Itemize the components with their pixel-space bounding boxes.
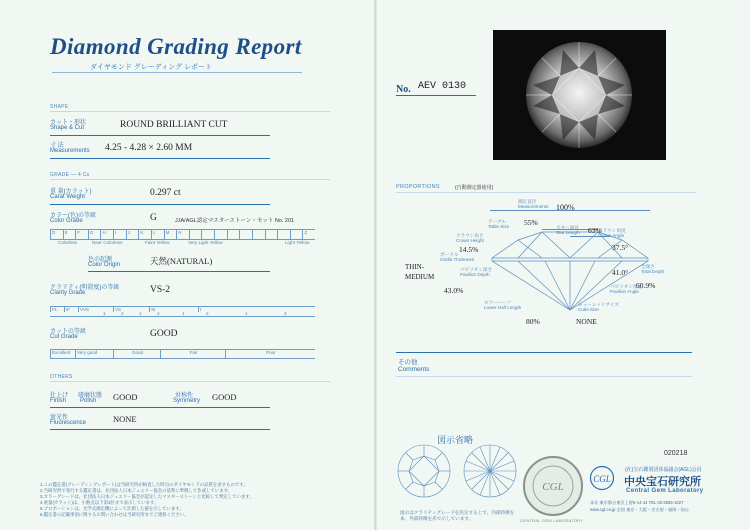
color-scale-letter [189,230,202,239]
total-depth-label: 全深さ Total Depth [641,264,665,274]
footnote: 5.プロポーションは、光学式測定機によって計測した値を示しています。 [40,506,184,511]
crown-angle-value: 37.5° [612,243,629,252]
footnote: 2.当研究所で発行する鑑定書は、社団法人日本ジュエリー協会の基準に準拠して作成しています。 [40,488,233,493]
color-label-jp: カラー(色)の等級 [50,213,96,219]
svg-text:CGL: CGL [593,474,611,484]
footnote: 6.鑑定書の記載事項に関するお問い合わせは当研究所までご連絡ください。 [40,512,189,517]
shape-cut-label-jp: カット・形状 [50,120,86,126]
color-scale-letter: F [75,230,88,239]
color-scale-letter: G [88,230,101,239]
symmetry-label-en: Symmetry [173,398,200,404]
serial-number: 020218 [664,450,688,457]
color-group-faint-yellow: Faint Yellow [145,240,170,245]
color-value: G [150,213,157,223]
carat-value: 0.297 ct [150,188,181,198]
cut-label-en: Cut Grade [50,334,78,340]
girdle-value: THIN-MEDIUM [405,263,435,281]
origin-value: 天然(NATURAL) [150,256,213,266]
diagram-title: 図示省略 [437,435,474,445]
color-scale-letter: H [100,230,113,239]
clarity-scale-sub: 1 [139,311,142,316]
girdle-label: ガードル Girdle Thickness [440,252,475,262]
color-scale-letter [265,230,278,239]
color-scale-letter: E [63,230,76,239]
color-scale-letter: Z [302,230,315,239]
color-scale-letter: L [151,230,164,239]
culet-value: NONE [576,317,597,326]
report-title: Diamond Grading Report [50,34,302,59]
lab-address: 本社 東京都台東区上野5-14-14 TEL 03-3836-1627 [590,500,684,505]
cgl-logo-icon [589,465,615,491]
stone-photo [493,30,666,160]
table-value: 55% [524,218,538,227]
footnote: 4.重量(カラット)は、小数点以下第3位まで表示しています。 [40,500,159,505]
fluorescence-label-en: Fluorescence [50,420,87,426]
lower-half-label: ロワーハーフ Lower Half Length [484,300,522,310]
cut-scale-item: Excellent [50,350,75,359]
polish-label-jp: 研磨状態 [78,393,103,399]
footnote: 3.カラーグレードは、社団法人日本ジュエリー協会が認定したマスターストーンと比較して判定しています。 [40,494,254,499]
measurements-value: 4.25 - 4.28 × 2.60 MM [105,143,193,153]
color-scale-letter: M [164,230,177,239]
pavilion-depth-value: 43.0% [444,286,464,295]
section-shape: SHAPE [50,104,69,110]
report-no-value: AEV 0130 [418,81,467,92]
pavilion-angle-value: 41.0° [612,268,629,277]
diamond-photo-icon [493,30,666,160]
color-group-colorless: Colorless [58,240,78,245]
lab-seal-icon [522,455,584,517]
symmetry-value: GOOD [212,392,237,402]
color-scale-letter [239,230,252,239]
measurements-label-en: Measurements [50,148,90,154]
lab-name-en: Central Gem Laboratory [626,488,704,494]
title-underline [52,72,302,73]
color-scale-letter [227,230,240,239]
clarity-scale-group: I [198,307,315,312]
cut-scale-item: Fair [160,350,225,359]
section-others: OTHERS [50,374,73,380]
clarity-scale-group: VS [113,307,149,312]
color-group-very-light-yellow: Very Light Yellow [188,240,223,245]
clarity-scale-sub: 2 [157,311,160,316]
table-size-label: テーブル Table Size [488,219,510,229]
color-scale-letter [252,230,265,239]
crown-height-label: クラウン高さ Crown Height [456,233,484,243]
color-scale-letter [201,230,214,239]
lab-seal-text: CENTRAL GEM LABORATORY [520,518,584,523]
pavilion-plot-icon [462,443,518,499]
clarity-label-jp: クラリティ(明澄度)の等級 [50,285,120,291]
origin-label-jp: 色の起源 [88,257,113,263]
symmetry-label-jp: 対称性 [175,393,194,399]
culet-label: キューレットサイズ Culet Size [578,302,619,312]
cut-scale-item: Good [113,350,160,359]
carat-label-jp: 重 量(カラット) [50,189,92,195]
cut-scale-item: Very good [75,350,113,359]
fluorescence-label-jp: 蛍光性 [50,415,69,421]
clarity-scale-group: FL [50,307,64,312]
color-mastertone-note: JJA/AGL認定マスターストーン・セット No. 201 [175,218,295,224]
comments-label-en: Comments [398,366,430,373]
cut-value: GOOD [150,329,178,339]
svg-text:CGL: CGL [542,481,564,493]
clarity-label-en: Clarity Grade [50,290,86,296]
color-scale-letter [290,230,303,239]
color-scale-letter: J [126,230,139,239]
lab-org: (社)宝石鑑別団体協議会(AGL)会員 [625,467,702,473]
clarity-scale-group: SI [149,307,198,312]
star-value: 63% [588,226,602,235]
crown-angle-label: クラウン角度 Crown Angle [598,228,626,238]
cut-label-jp: カットの等級 [50,329,86,335]
origin-label-en: Color Origin [88,262,121,268]
clarity-scale-sub: 1 [245,311,248,316]
clarity-value: VS-2 [150,285,171,295]
finish-label-en: Finish [50,398,67,404]
clarity-scale-sub: 1 [182,311,185,316]
page-fold [374,0,377,530]
color-scale-letter [277,230,290,239]
polish-label-en: Polish [80,398,97,404]
color-group-near-colorless: Near Colorless [92,240,123,245]
comments-label-jp: その他 [398,359,418,366]
color-scale-letter: N [176,230,189,239]
footnotes [40,482,362,518]
clarity-scale-sub: 2 [121,311,124,316]
pavilion-angle-label: パビリオン角度 Pavilion Angle [610,284,643,294]
color-scale-letter [214,230,227,239]
diagram-note: 図示はクラリティグレードを決定する上で、内部特徴を本、外部特徴を赤で示しています。 [400,510,515,521]
shape-cut-label-en: Shape & Cut [50,125,85,131]
color-group-light-yellow: Light Yellow [285,240,310,245]
clarity-scale-group: IF [64,307,78,312]
clarity-scale-group: VVS [78,307,113,312]
color-scale-letter: K [138,230,151,239]
lower-half-value: 80% [526,317,540,326]
report-no-label: No. [396,84,411,95]
footnote: 1.この鑑定書(グレーディングレポート)は当研究所が検査した時点のダイヤモンドの品質を表すものです。 [40,482,248,487]
clarity-scale-sub: 2 [284,311,287,316]
section-grade: GRADE — 4 Cs [50,172,90,178]
total-diameter-value: 100% [556,203,575,212]
proportions-note: (自動測定器使用) [455,185,494,191]
color-scale-letter: I [113,230,126,239]
fluorescence-value: NONE [113,414,137,424]
color-label-en: Color Grade [50,218,83,224]
crown-plot-icon [396,443,452,499]
clarity-scale-sub: 2 [206,311,209,316]
total-depth-value: 60.9% [636,281,656,290]
proportions-label: PROPORTIONS [396,184,440,190]
polish-value: GOOD [113,392,138,402]
lab-name-jp: 中央宝石研究所 [624,476,701,488]
measurements-label-jp: 寸 法 [50,143,64,149]
measure-label: 測定直径 Measurements [518,199,549,209]
finish-label-jp: 仕上げ [50,393,69,399]
report-no-underline [396,95,476,96]
carat-label-en: Carat Weight [50,194,85,200]
crown-height-value: 14.5% [459,245,479,254]
color-scale-letter: D [50,230,63,239]
clarity-scale-sub: 1 [103,311,106,316]
cut-scale-item: Poor [225,350,315,359]
shape-cut-value: ROUND BRILLIANT CUT [120,120,228,130]
report-subtitle-jp: ダイヤモンド グレーディング レポート [90,64,213,71]
lab-web: www.cgl.co.jp 全国 東京・大阪・名古屋・福岡・仙台 [590,507,689,512]
star-length-label: スター面長 Star Length [556,225,580,235]
pavilion-depth-label: パビリオン深さ Pavilion Depth [460,267,493,277]
